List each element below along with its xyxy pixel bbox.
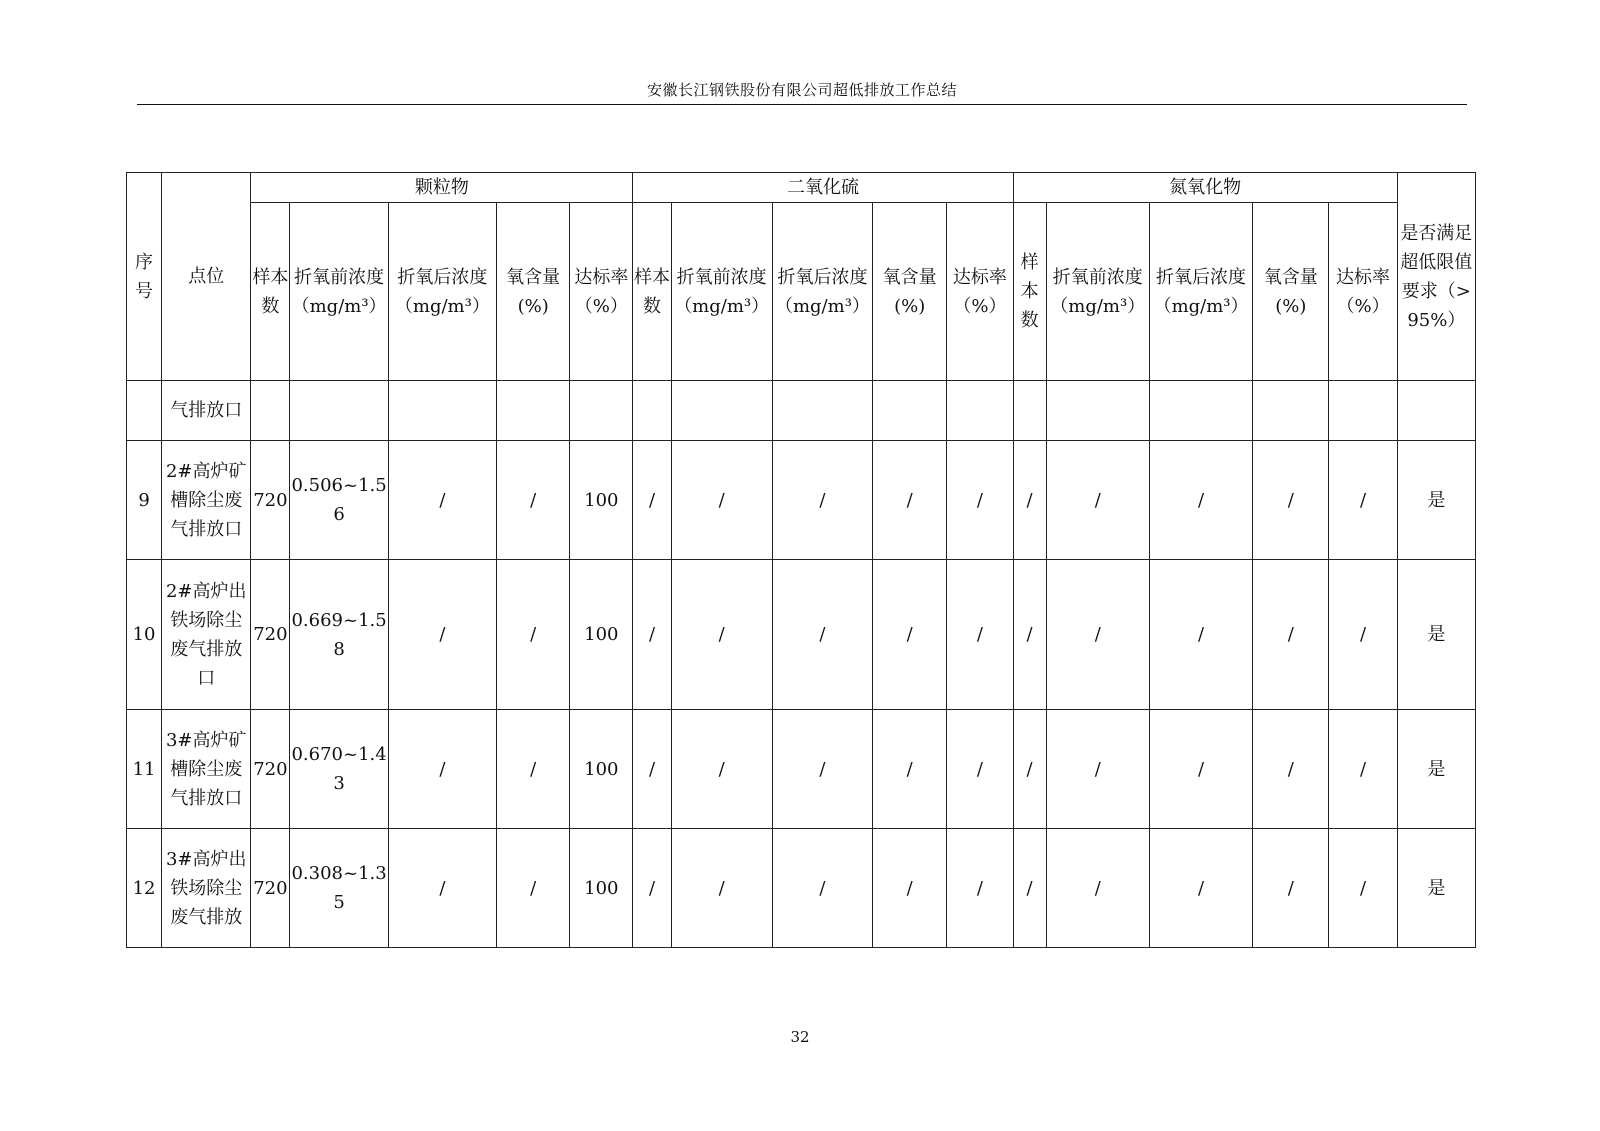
- cell-nox-samples: /: [1013, 560, 1046, 710]
- header-seq: 序号: [127, 173, 162, 381]
- cell-so2-post: /: [772, 560, 872, 710]
- cell-nox-post: /: [1149, 560, 1252, 710]
- cell-pm-pre: [290, 381, 388, 441]
- cell-so2-o2: /: [873, 441, 947, 560]
- header-nox-samples: 样本数: [1013, 203, 1046, 381]
- header-nox-rate: 达标率（%）: [1329, 203, 1397, 381]
- cell-nox-rate: /: [1329, 829, 1397, 948]
- table-row: [127, 381, 1476, 441]
- cell-pm-post: /: [388, 560, 496, 710]
- cell-point: 3#高炉出铁场除尘废气排放: [162, 829, 251, 948]
- cell-nox-samples: /: [1013, 829, 1046, 948]
- cell-pm-rate: 100: [570, 441, 633, 560]
- cell-so2-pre: /: [671, 829, 772, 948]
- cell-pm-o2: [497, 381, 570, 441]
- cell-so2-rate: /: [947, 710, 1013, 829]
- cell-nox-o2: /: [1253, 829, 1329, 948]
- page-number: 32: [790, 1028, 810, 1046]
- cell-nox-post: /: [1149, 441, 1252, 560]
- header-pm-o2: 氧含量(%): [497, 203, 570, 381]
- table-row: [127, 441, 1476, 560]
- cell-nox-post: /: [1149, 829, 1252, 948]
- cell-so2-rate: /: [947, 441, 1013, 560]
- cell-pm-o2: /: [497, 441, 570, 560]
- cell-pm-rate: 100: [570, 710, 633, 829]
- cell-meet: 是: [1397, 560, 1475, 710]
- cell-meet: 是: [1397, 441, 1475, 560]
- cell-so2-samples: /: [633, 710, 671, 829]
- table-row: [127, 710, 1476, 829]
- header-pm-samples: 样本数: [251, 203, 290, 381]
- header-so2-post: 折氧后浓度（mg/m³）: [772, 203, 872, 381]
- table-row: [127, 829, 1476, 948]
- header-group-so2: 二氧化硫: [633, 173, 1013, 203]
- cell-nox-rate: [1329, 381, 1397, 441]
- cell-pm-rate: [570, 381, 633, 441]
- cell-so2-post: [772, 381, 872, 441]
- cell-so2-o2: /: [873, 829, 947, 948]
- cell-nox-o2: [1253, 381, 1329, 441]
- cell-so2-o2: [873, 381, 947, 441]
- header-meet: 是否满足超低限值要求（>95%）: [1397, 173, 1475, 381]
- header-so2-pre: 折氧前浓度（mg/m³）: [671, 203, 772, 381]
- cell-seq: 9: [127, 441, 162, 560]
- header-sub-row: [127, 203, 1476, 381]
- cell-so2-pre: /: [671, 710, 772, 829]
- cell-so2-samples: /: [633, 560, 671, 710]
- header-nox-post: 折氧后浓度（mg/m³）: [1149, 203, 1252, 381]
- cell-nox-o2: /: [1253, 560, 1329, 710]
- cell-nox-o2: /: [1253, 441, 1329, 560]
- cell-pm-o2: /: [497, 560, 570, 710]
- cell-nox-samples: /: [1013, 710, 1046, 829]
- cell-seq: 12: [127, 829, 162, 948]
- cell-nox-pre: [1046, 381, 1149, 441]
- cell-point: 2#高炉出铁场除尘废气排放口: [162, 560, 251, 710]
- emission-table: [126, 172, 1476, 948]
- cell-point: 2#高炉矿槽除尘废气排放口: [162, 441, 251, 560]
- header-group-pm: 颗粒物: [251, 173, 633, 203]
- header-pm-rate: 达标率（%）: [570, 203, 633, 381]
- cell-so2-samples: /: [633, 829, 671, 948]
- cell-pm-rate: 100: [570, 829, 633, 948]
- cell-nox-post: [1149, 381, 1252, 441]
- header-point: 点位: [162, 173, 251, 381]
- cell-pm-samples: 720: [251, 710, 290, 829]
- cell-meet: [1397, 381, 1475, 441]
- cell-so2-post: /: [772, 710, 872, 829]
- header-group-nox: 氮氧化物: [1013, 173, 1397, 203]
- cell-so2-samples: [633, 381, 671, 441]
- cell-nox-rate: /: [1329, 441, 1397, 560]
- cell-nox-rate: /: [1329, 710, 1397, 829]
- cell-pm-pre: 0.308~1.35: [290, 829, 388, 948]
- header-nox-o2: 氧含量(%): [1253, 203, 1329, 381]
- cell-so2-samples: /: [633, 441, 671, 560]
- cell-nox-post: /: [1149, 710, 1252, 829]
- cell-seq: 10: [127, 560, 162, 710]
- cell-pm-rate: 100: [570, 560, 633, 710]
- cell-pm-samples: [251, 381, 290, 441]
- header-divider: [137, 104, 1467, 105]
- cell-nox-pre: /: [1046, 441, 1149, 560]
- cell-nox-pre: /: [1046, 710, 1149, 829]
- header-so2-samples: 样本数: [633, 203, 671, 381]
- cell-pm-o2: /: [497, 829, 570, 948]
- header-pm-pre: 折氧前浓度（mg/m³）: [290, 203, 388, 381]
- cell-so2-post: /: [772, 829, 872, 948]
- cell-nox-samples: /: [1013, 441, 1046, 560]
- cell-nox-samples: [1013, 381, 1046, 441]
- header-group-row: [127, 173, 1476, 203]
- cell-so2-post: /: [772, 441, 872, 560]
- cell-meet: 是: [1397, 829, 1475, 948]
- header-so2-o2: 氧含量(%): [873, 203, 947, 381]
- cell-pm-samples: 720: [251, 829, 290, 948]
- cell-so2-rate: /: [947, 560, 1013, 710]
- cell-seq: 11: [127, 710, 162, 829]
- cell-so2-pre: /: [671, 441, 772, 560]
- cell-meet: 是: [1397, 710, 1475, 829]
- cell-pm-post: /: [388, 710, 496, 829]
- header-nox-pre: 折氧前浓度（mg/m³）: [1046, 203, 1149, 381]
- cell-so2-pre: [671, 381, 772, 441]
- cell-nox-rate: /: [1329, 560, 1397, 710]
- cell-pm-pre: 0.669~1.58: [290, 560, 388, 710]
- cell-so2-o2: /: [873, 560, 947, 710]
- cell-pm-samples: 720: [251, 560, 290, 710]
- cell-so2-pre: /: [671, 560, 772, 710]
- page-header-title: 安徽长江钢铁股份有限公司超低排放工作总结: [646, 81, 957, 99]
- cell-pm-o2: /: [497, 710, 570, 829]
- cell-pm-post: [388, 381, 496, 441]
- cell-pm-samples: 720: [251, 441, 290, 560]
- cell-so2-o2: /: [873, 710, 947, 829]
- header-pm-post: 折氧后浓度（mg/m³）: [388, 203, 496, 381]
- cell-seq: [127, 381, 162, 441]
- cell-pm-post: /: [388, 441, 496, 560]
- cell-pm-pre: 0.670~1.43: [290, 710, 388, 829]
- cell-so2-rate: [947, 381, 1013, 441]
- cell-nox-pre: /: [1046, 560, 1149, 710]
- cell-point: 气排放口: [162, 381, 251, 441]
- cell-nox-o2: /: [1253, 710, 1329, 829]
- table-row: [127, 560, 1476, 710]
- cell-pm-pre: 0.506~1.56: [290, 441, 388, 560]
- cell-point: 3#高炉矿槽除尘废气排放口: [162, 710, 251, 829]
- header-so2-rate: 达标率（%）: [947, 203, 1013, 381]
- cell-so2-rate: /: [947, 829, 1013, 948]
- cell-nox-pre: /: [1046, 829, 1149, 948]
- cell-pm-post: /: [388, 829, 496, 948]
